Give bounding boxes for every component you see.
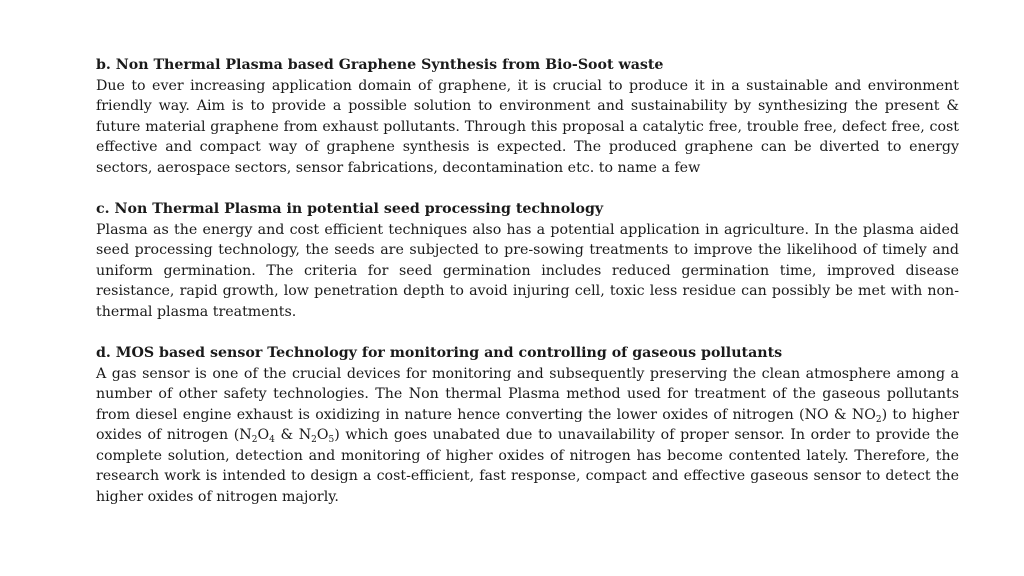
paragraph-text: ) to higher oxides of nitrogen (N [96, 406, 960, 443]
paragraph-text: A gas sensor is one of the crucial devices for monitoring and subsequently preserving the clean atmosphere among a number of other safety technologies. The Non thermal Plasma method used for treatment of the gaseous pollutants from diesel engine exhaust is oxidizing in nature hence converting the lower oxides of nitrogen (NO & NO [96, 365, 959, 423]
section-seed-processing [96, 199, 959, 322]
section-graphene-synthesis [96, 55, 959, 178]
document-page [96, 55, 959, 528]
section-heading: d. MOS based sensor Technology for monitoring and controlling of gaseous pollutants [96, 345, 783, 361]
section-paragraph: Due to ever increasing application domain of graphene, it is crucial to produce it in a sustainable and environment friendly way. Aim is to provide a possible solution to environment and sustainability by synthesizing the present & future material graphene from exhaust pollutants. Through this proposal a catalytic free, trouble free, defect free, cost effective and compact way of graphene synthesis is expected. The produced graphene can be diverted to energy sectors, aerospace sectors, sensor fabrications, decontamination etc. to name a few [96, 77, 959, 176]
subscript: 5 [328, 435, 335, 445]
paragraph-text: O [316, 427, 329, 443]
section-paragraph: Plasma as the energy and cost efficient techniques also has a potential application in agriculture. In the plasma aided seed processing technology, the seeds are subjected to pre-sowing treatments to improve the likelihood of timely and uniform germination. The criteria for seed germination includes reduced germination time, improved disease resistance, rapid growth, low penetration depth to avoid injuring cell, toxic less residue can possibly be met with non-thermal plasma treatments. [96, 221, 959, 320]
subscript: 2 [875, 414, 882, 425]
section-heading: b. Non Thermal Plasma based Graphene Synthesis from Bio-Soot waste [96, 57, 664, 73]
section-mos-sensor [96, 343, 959, 507]
paragraph-text: & N [274, 427, 312, 443]
paragraph-text: O [257, 427, 270, 443]
section-heading: c. Non Thermal Plasma in potential seed processing technology [96, 201, 604, 217]
subscript: 4 [269, 435, 275, 445]
section-paragraph [96, 364, 959, 508]
paragraph-text: ) which goes unabated due to unavailability of proper sensor. In order to provide the complete solution, detection and monitoring of higher oxides of nitrogen has become contented lately. Therefore, the research work is intended to design a cost-efficient, fast response, compact and effective gaseous sensor to detect the higher oxides of nitrogen majorly. [96, 427, 960, 505]
subscript: 2 [311, 435, 317, 445]
subscript: 2 [251, 435, 258, 445]
